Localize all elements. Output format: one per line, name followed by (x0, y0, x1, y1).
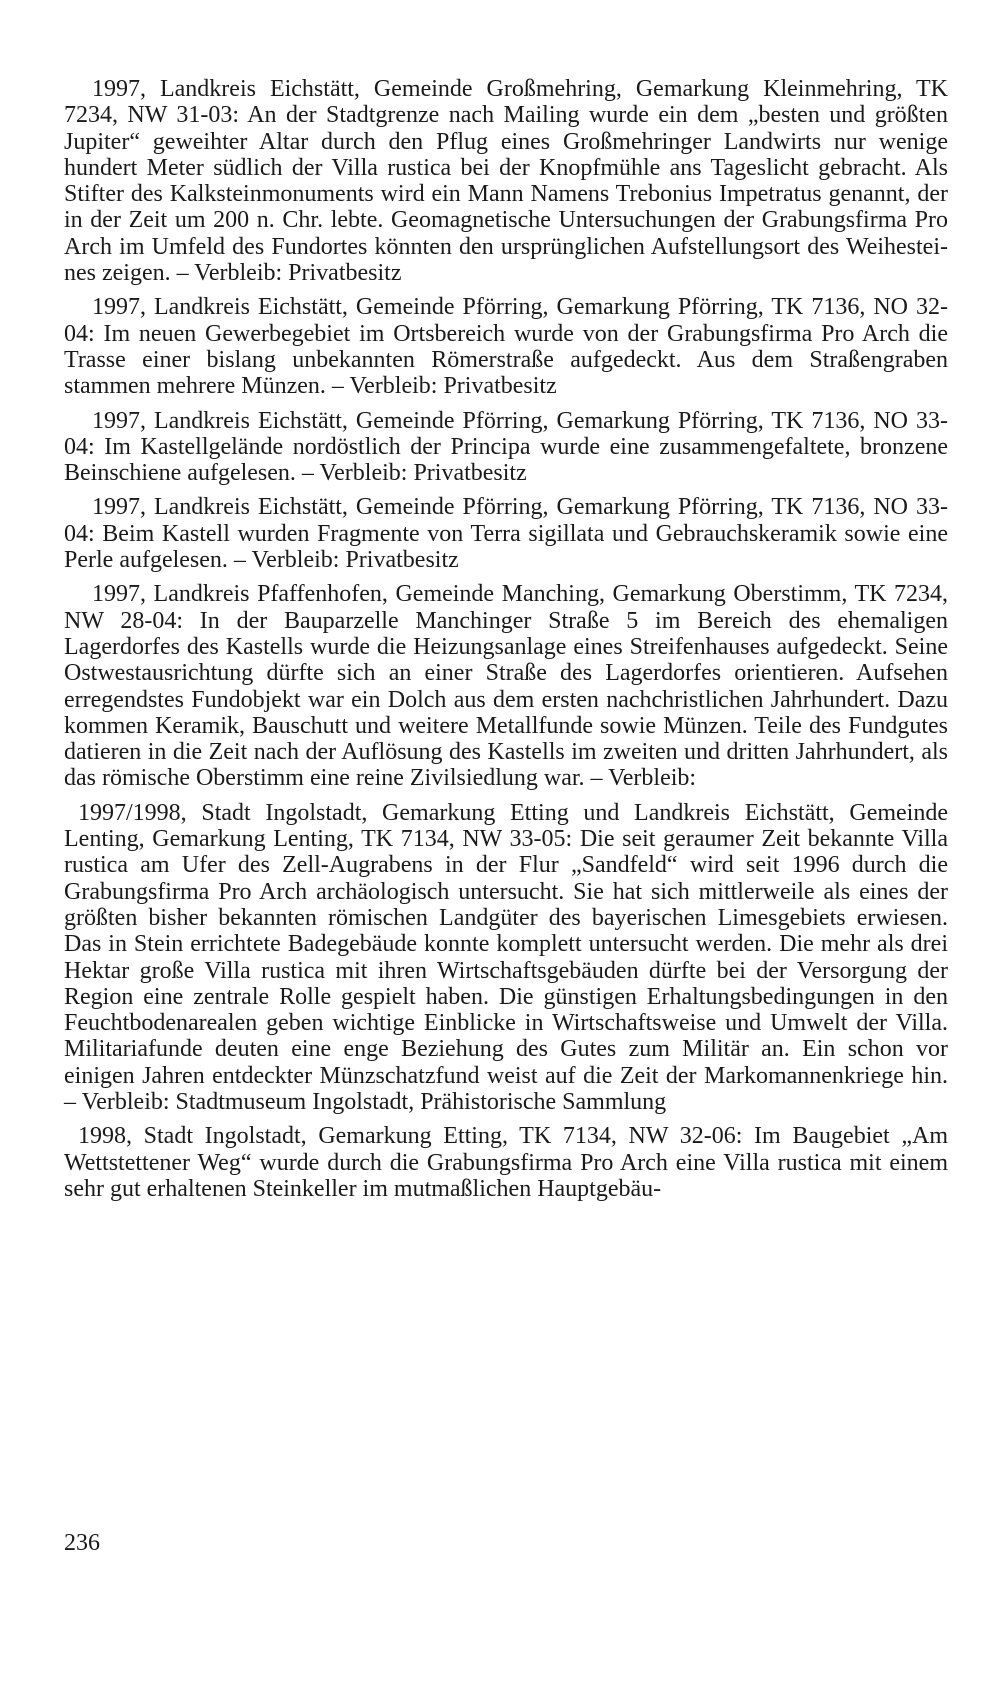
entry-1997-pfoerring-beinschiene: 1997, Landkreis Eichstätt, Gemeinde Pförring, Gemarkung Pförring, TK 7136, NO 33-04: Im Kastellgelände nordöstlich der Principa wurde eine zusammengefaltete, bronzene Beinschiene aufgelesen. – Verbleib: Privatbesitz (64, 407, 948, 487)
entry-1997-pfoerring-roemerstrasse: 1997, Landkreis Eichstätt, Gemeinde Pförring, Gemarkung Pförring, TK 7136, NO 32-04: Im neuen Gewerbegebiet im Ortsbereich wurde von der Grabungsfirma Pro Arch die Trasse einer bislang unbekannten Römerstraße aufgedeckt. Aus dem Straßengraben stammen mehrere Münzen. – Verbleib: Privatbesitz (64, 294, 948, 400)
page-body (64, 76, 948, 1210)
entry-1997-pfoerring-terra-sigillata: 1997, Landkreis Eichstätt, Gemeinde Pförring, Gemarkung Pförring, TK 7136, NO 33-04: Beim Kastell wurden Fragmente von Terra sigillata und Gebrauchskeramik sowie eine Perle aufgelesen. – Verbleib: Privatbesitz (64, 494, 948, 574)
entry-1997-1998-etting-lenting: 1997/1998, Stadt Ingolstadt, Gemarkung Etting und Landkreis Eichstätt, Gemeinde Lenting, Gemarkung Lenting, TK 7134, NW 33-05: Die seit geraumer Zeit bekannte Villa rustica am Ufer des Zell-Augrabens in der Flur „Sandfeld“ wird seit 1996 durch die Grabungsfirma Pro Arch archäologisch untersucht. Sie hat sich mittlerweile als eines der größten bisher bekannten römischen Landgüter des bayerischen Limesgebiets erwiesen. Das in Stein errichtete Badegebäude konnte komplett untersucht werden. Die mehr als drei Hektar große Villa rustica mit ihren Wirtschaftsgebäuden dürfte bei der Versorgung der Region eine zentrale Rolle gespielt haben. Die günstigen Erhaltungsbedingungen in den Feuchtbodenarealen geben wichtige Einblicke in Wirtschaftsweise und Umwelt der Villa. Militariafunde deuten eine enge Beziehung des Gutes zum Militär an. Ein schon vor einigen Jahren entdeckter Münzschatzfund weist auf die Zeit der Markomannenkriege hin. – Verbleib: Stadtmuseum Ingolstadt, Prähistorische Sammlung (64, 799, 948, 1115)
entry-1998-etting-wettstettener-weg: 1998, Stadt Ingolstadt, Gemarkung Etting, TK 7134, NW 32-06: Im Baugebiet „Am Wettstettener Weg“ wurde durch die Grabungsfirma Pro Arch eine Villa rustica mit einem sehr gut erhaltenen Steinkeller im mutmaßlichen Hauptgebäu- (64, 1123, 948, 1202)
page-number: 236 (64, 1530, 100, 1556)
entry-1997-manching-oberstimm: 1997, Landkreis Pfaffenhofen, Gemeinde Manching, Gemarkung Oberstimm, TK 7234, NW 28-04: In der Bauparzelle Manchinger Straße 5 im Bereich des ehemaligen Lagerdorfes des Kastells wurde die Heizungsanlage eines Streifenhauses aufgedeckt. Seine Ostwestausrichtung dürfte sich an einer Straße des Lagerdorfes orientieren. Aufsehen erregendstes Fundobjekt war ein Dolch aus dem ersten nachchristlichen Jahrhundert. Dazu kommen Keramik, Bauschutt und weitere Metallfunde sowie Münzen. Teile des Fundgutes datieren in die Zeit nach der Auflösung des Kastells im zweiten und dritten Jahrhundert, als das römische Oberstimm eine reine Zivilsiedlung war. – Verbleib: (64, 581, 948, 792)
entry-1997-grossmehring-altar: 1997, Landkreis Eichstätt, Gemeinde Großmehring, Gemarkung Kleinmehring, TK 7234, NW 31-03: An der Stadtgrenze nach Mailing wurde ein dem „besten und größten Jupiter“ geweihter Altar durch den Pflug eines Großmehringer Landwirts nur wenige hundert Meter südlich der Villa rustica bei der Knopfmühle ans Tageslicht gebracht. Als Stifter des Kalksteinmonuments wird ein Mann Namens Trebonius Impetratus genannt, der in der Zeit um 200 n. Chr. lebte. Geomagnetische Untersuchungen der Grabungsfirma Pro Arch im Umfeld des Fundortes könnten den ursprünglichen Aufstellungsort des Weihesteines zeigen. – Verbleib: Privatbesitz (64, 76, 948, 287)
